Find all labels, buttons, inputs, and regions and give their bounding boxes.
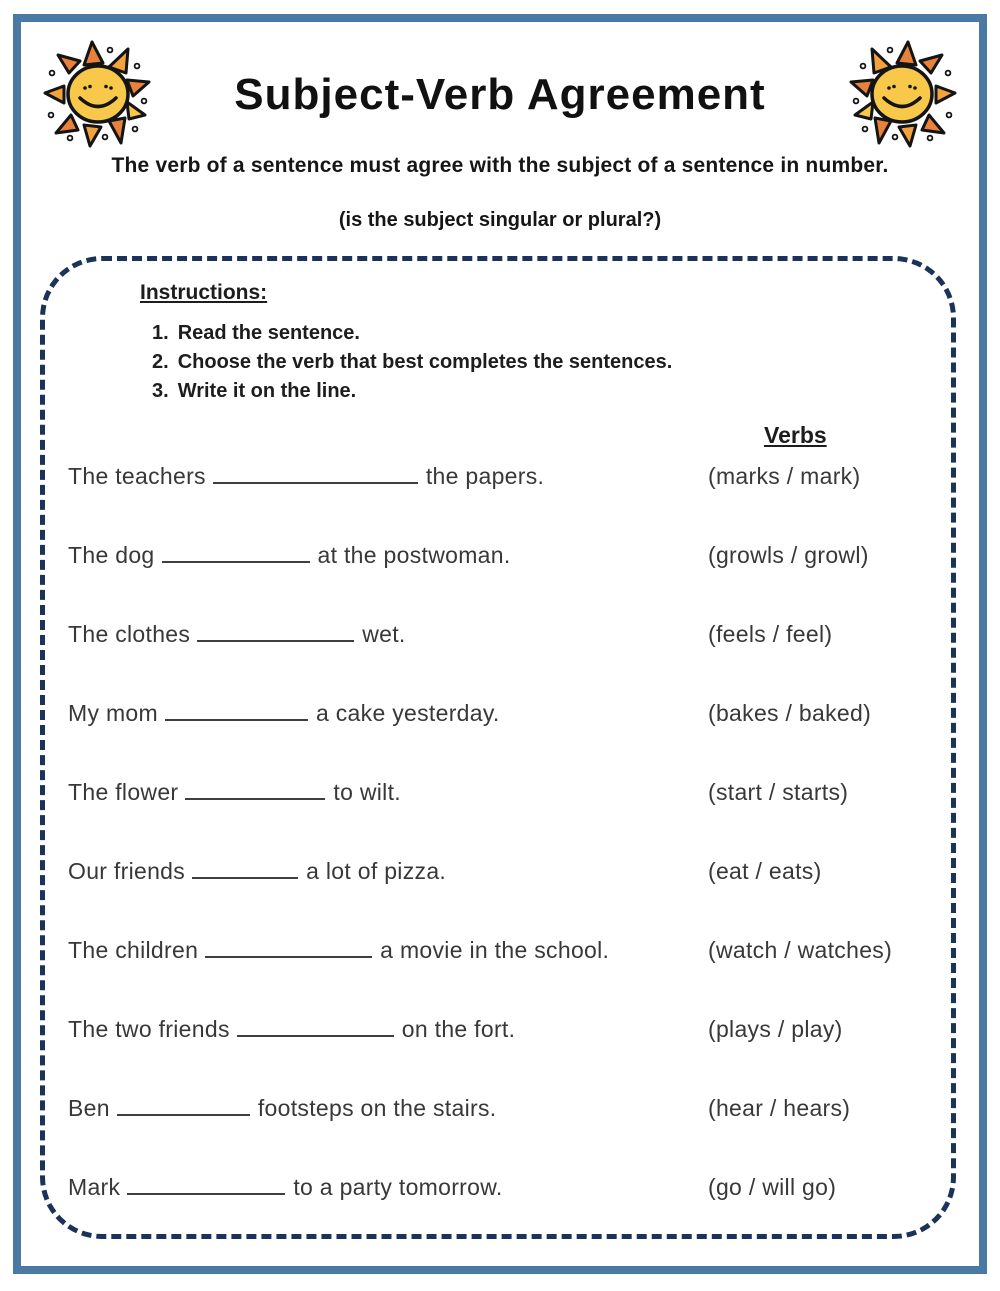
sentence-before: The clothes <box>68 621 191 647</box>
sentence <box>68 1016 708 1043</box>
sentence <box>68 779 708 806</box>
verb-options: (start / starts) <box>708 779 849 805</box>
sentence-after: at the postwoman. <box>317 542 511 568</box>
instruction-step <box>152 348 935 377</box>
answer-blank[interactable] <box>192 866 298 879</box>
answer-blank[interactable] <box>213 471 418 484</box>
sentence-after: wet. <box>362 621 406 647</box>
worksheet-box <box>40 256 956 1239</box>
sentence <box>68 463 708 490</box>
sentence <box>68 1174 708 1201</box>
verb-options: (hear / hears) <box>708 1095 851 1121</box>
sentence-before: The two friends <box>68 1016 230 1042</box>
sentence-before: The teachers <box>68 463 206 489</box>
answer-blank[interactable] <box>197 629 354 642</box>
sentence-after: to wilt. <box>333 779 401 805</box>
instructions-steps <box>152 319 935 406</box>
exercise-row <box>68 463 935 490</box>
sentence-after: footsteps on the stairs. <box>257 1095 497 1121</box>
sentence-after: a lot of pizza. <box>306 858 447 884</box>
answer-blank[interactable] <box>205 945 372 958</box>
exercise-list <box>68 463 935 1201</box>
hint-text: (is the subject singular or plural?) <box>338 209 662 231</box>
step-text: Choose the verb that best completes the sentences. <box>177 351 673 373</box>
verb-options: (watch / watches) <box>708 937 893 963</box>
verbs-column-header: Verbs <box>764 422 827 448</box>
exercise-row <box>68 621 935 648</box>
sentence-before: The flower <box>68 779 179 805</box>
answer-blank[interactable] <box>162 550 310 563</box>
step-number: 1. <box>152 322 169 344</box>
sentence-before: My mom <box>68 700 158 726</box>
exercise-row <box>68 858 935 885</box>
step-text: Write it on the line. <box>177 380 357 402</box>
sentence-before: Ben <box>68 1095 110 1121</box>
exercise-row <box>68 779 935 806</box>
answer-blank[interactable] <box>237 1024 394 1037</box>
exercise-row <box>68 1174 935 1201</box>
page-title: Subject-Verb Agreement <box>234 70 766 119</box>
sentence <box>68 700 708 727</box>
answer-blank[interactable] <box>165 708 308 721</box>
verb-options: (plays / play) <box>708 1016 843 1042</box>
sentence-before: Mark <box>68 1174 121 1200</box>
verb-options: (go / will go) <box>708 1174 837 1200</box>
answer-blank[interactable] <box>117 1103 250 1116</box>
verb-options: (growls / growl) <box>708 542 869 568</box>
sentence <box>68 621 708 648</box>
verb-options: (marks / mark) <box>708 463 861 489</box>
instruction-step <box>152 377 935 406</box>
sentence <box>68 858 708 885</box>
sentence-after: a movie in the school. <box>380 937 610 963</box>
sentence-after: the papers. <box>425 463 545 489</box>
exercise-row <box>68 1095 935 1122</box>
verb-options: (bakes / baked) <box>708 700 872 726</box>
answer-blank[interactable] <box>127 1182 285 1195</box>
exercise-row <box>68 1016 935 1043</box>
sentence-before: The children <box>68 937 199 963</box>
exercise-row <box>68 700 935 727</box>
sentence <box>68 937 708 964</box>
step-number: 2. <box>152 351 169 373</box>
sentence-after: on the fort. <box>401 1016 516 1042</box>
sentence-after: to a party tomorrow. <box>293 1174 503 1200</box>
sentence-before: Our friends <box>68 858 186 884</box>
verb-options: (feels / feel) <box>708 621 833 647</box>
sentence <box>68 542 708 569</box>
exercise-row <box>68 542 935 569</box>
sentence <box>68 1095 708 1122</box>
sentence-before: The dog <box>68 542 155 568</box>
answer-blank[interactable] <box>185 787 325 800</box>
instructions-heading: Instructions: <box>140 281 268 304</box>
instructions <box>140 281 935 406</box>
verb-options: (eat / eats) <box>708 858 822 884</box>
sun-icon <box>846 40 958 148</box>
sun-icon <box>42 40 154 148</box>
header <box>28 40 972 148</box>
step-text: Read the sentence. <box>177 322 360 344</box>
step-number: 3. <box>152 380 169 402</box>
instruction-step <box>152 319 935 348</box>
sentence-after: a cake yesterday. <box>315 700 500 726</box>
exercise-row <box>68 937 935 964</box>
subtitle: The verb of a sentence must agree with the subject of a sentence in number. <box>111 154 889 177</box>
